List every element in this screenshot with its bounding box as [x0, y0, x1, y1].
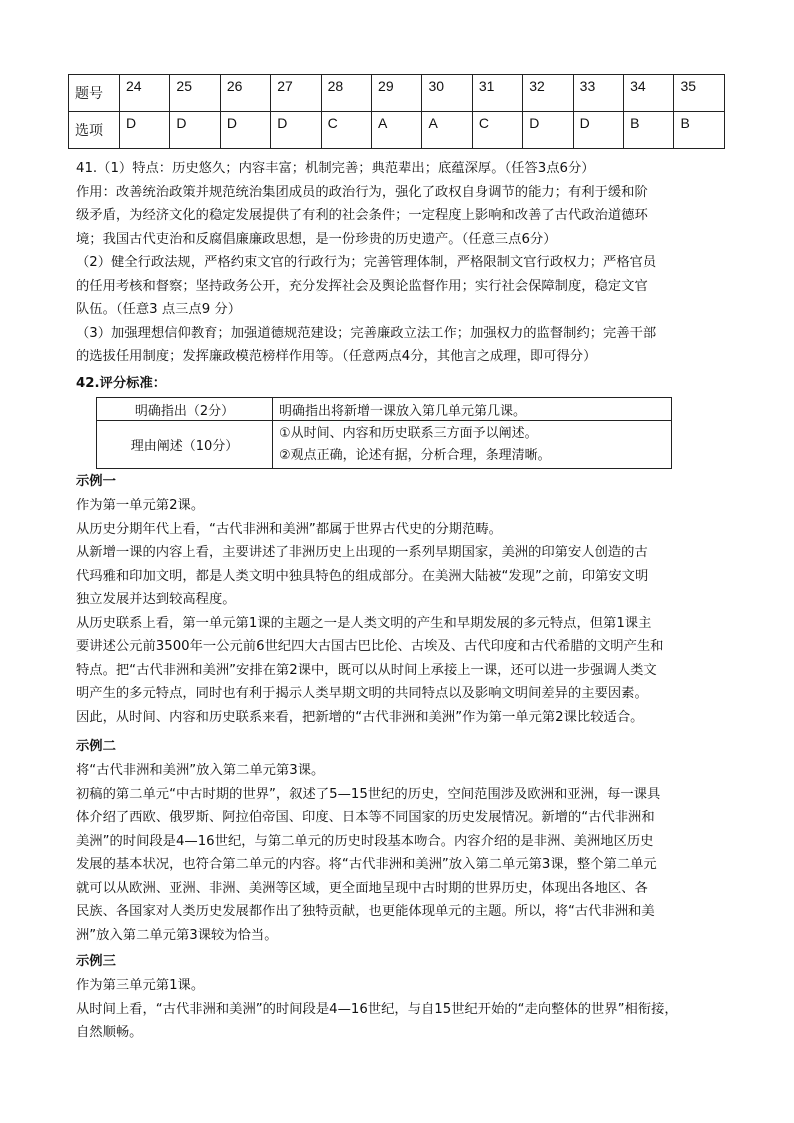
rubric-label: 明确指出（2分） — [97, 398, 273, 421]
text-line: 的任用考核和督察；坚持政务公开，充分发挥社会及舆论监督作用；实行社会保障制度，稳定文官 — [76, 278, 648, 294]
example-3-heading: 示例三 — [76, 954, 116, 969]
table-cell: A — [372, 112, 422, 149]
rubric-label: 理由阐述（10分） — [97, 421, 273, 469]
rubric-text: 明确指出将新增一课放入第几单元第几课。 — [273, 398, 672, 421]
text-line: 级矛盾，为经济文化的稳定发展提供了有利的社会条件；一定程度上影响和改善了古代政治道德环 — [76, 208, 648, 223]
text-line: 独立发展并达到较高程度。 — [76, 592, 236, 607]
table-cell: 31 — [472, 75, 522, 112]
table-row — [97, 421, 672, 469]
answer-option-row — [69, 112, 725, 149]
text-line: 体介绍了西欧、俄罗斯、阿拉伯帝国、印度、日本等不同国家的历史发展情况。新增的“古代非洲和 — [76, 810, 655, 825]
text-line: 美洲”的时间段是4—16世纪，与第二单元的历史时段基本吻合。内容介绍的是非洲、美洲地区历史 — [76, 833, 654, 849]
table-cell: B — [674, 112, 725, 149]
text-line: 因此，从时间、内容和历史联系来看，把新增的“古代非洲和美洲”作为第一单元第2课比较适合。 — [76, 709, 644, 725]
answer-key-table — [68, 74, 725, 149]
table-cell: 25 — [170, 75, 220, 112]
text-line: （2）健全行政法规，严格约束文官的行政行为；完善管理体制，严格限制文官行政权力；严格官员 — [76, 255, 657, 270]
table-cell: C — [321, 112, 371, 149]
text-line: 明产生的多元特点，同时也有利于揭示人类早期文明的共同特点以及影响文明间差异的主要因素。 — [76, 686, 648, 701]
table-cell: 题号 — [69, 75, 120, 112]
table-cell: 33 — [573, 75, 623, 112]
rubric-text: ②观点正确，论述有据，分析合理，条理清晰。 — [279, 447, 551, 463]
example-1-body — [76, 494, 736, 729]
table-cell: D — [271, 112, 321, 149]
table-cell: D — [573, 112, 623, 149]
text-line: 就可以从欧洲、亚洲、非洲、美洲等区域，更全面地呈现中古时期的世界历史，体现出各地区、各 — [76, 880, 648, 896]
table-cell: D — [120, 112, 170, 149]
text-line: 民族、各国家对人类历史发展都作出了独特贡献，也更能体现单元的主题。所以，将“古代非洲和美 — [76, 904, 655, 919]
text-line: 特点。把“古代非洲和美洲”安排在第2课中，既可以从时间上承接上一课，还可以进一步强调人类文 — [76, 662, 657, 678]
text-line: 从历史联系上看，第一单元第1课的主题之一是人类文明的产生和早期发展的多元特点，但第1课主 — [76, 615, 652, 631]
table-cell: D — [220, 112, 270, 149]
text-line: 的选拔任用制度；发挥廉政模范榜样作用等。（任意两点4分，其他言之成理，即可得分） — [76, 349, 597, 364]
example-2-heading: 示例二 — [76, 739, 116, 754]
table-cell: 27 — [271, 75, 321, 112]
table-cell: B — [624, 112, 674, 149]
text-line: 作用：改善统治政策并规范统治集团成员的政治行为，强化了政权自身调节的能力；有利于缓和阶 — [76, 184, 648, 200]
text-line: 41.（1）特点：历史悠久；内容丰富；机制完善；典范辈出；底蕴深厚。（任答3点6分） — [76, 161, 595, 176]
text-line: 将“古代非洲和美洲”放入第二单元第3课。 — [76, 763, 325, 778]
example-1-heading: 示例一 — [76, 474, 116, 489]
question-42-heading: 42.评分标准： — [76, 376, 167, 391]
text-line: 作为第三单元第1课。 — [76, 978, 205, 993]
text-line: 队伍。（任意3 点三点9 分） — [76, 302, 241, 317]
text-line: 自然顺畅。 — [76, 1025, 143, 1040]
table-cell: 34 — [624, 75, 674, 112]
text-line: 发展的基本状况，也符合第二单元的内容。将“古代非洲和美洲”放入第二单元第3课，整个第二单元 — [76, 857, 657, 872]
table-cell: 32 — [523, 75, 573, 112]
scoring-rubric-table — [96, 397, 672, 469]
text-line: 初稿的第二单元“中古时期的世界”，叙述了5—15世纪的历史，空间范围涉及欧洲和亚洲，每一课具 — [76, 786, 661, 802]
rubric-text-cell — [273, 421, 672, 469]
table-cell: C — [472, 112, 522, 149]
table-cell: D — [523, 112, 573, 149]
text-line: 洲”放入第二单元第3课较为恰当。 — [76, 927, 278, 943]
text-line: 代玛雅和印加文明，都是人类文明中独具特色的组成部分。在美洲大陆被“发现”之前，印第安文明 — [76, 568, 649, 584]
rubric-text: ①从时间、内容和历史联系三方面予以阐述。 — [279, 425, 538, 441]
table-cell: 29 — [372, 75, 422, 112]
text-line: （3）加强理想信仰教育；加强道德规范建设；完善廉政立法工作；加强权力的监督制约；完善干部 — [76, 325, 657, 341]
table-cell: 28 — [321, 75, 371, 112]
question-number-row — [69, 75, 725, 112]
question-41-answer — [76, 157, 736, 369]
example-3-body — [76, 974, 736, 1045]
text-line: 作为第一单元第2课。 — [76, 498, 205, 513]
table-cell: 26 — [220, 75, 270, 112]
table-cell: 30 — [422, 75, 472, 112]
table-row — [97, 398, 672, 421]
table-cell: A — [422, 112, 472, 149]
table-cell: 选项 — [69, 112, 120, 149]
table-cell: 24 — [120, 75, 170, 112]
text-line: 从历史分期年代上看，“古代非洲和美洲”都属于世界古代史的分期范畴。 — [76, 521, 502, 537]
example-2-body — [76, 759, 736, 947]
text-line: 从时间上看，“古代非洲和美洲”的时间段是4—16世纪，与自15世纪开始的“走向整体的世界”相衔接， — [76, 1001, 678, 1017]
text-line: 从新增一课的内容上看，主要讲述了非洲历史上出现的一系列早期国家，美洲的印第安人创造的古 — [76, 545, 648, 560]
table-cell: D — [170, 112, 220, 149]
text-line: 要讲述公元前3500年一公元前6世纪四大古国古巴比伦、古埃及、古代印度和古代希腊的文明产生和 — [76, 639, 664, 654]
table-cell: 35 — [674, 75, 725, 112]
text-line: 境；我国古代吏治和反腐倡廉廉政思想，是一份珍贵的历史遗产。（任意三点6分） — [76, 231, 557, 247]
